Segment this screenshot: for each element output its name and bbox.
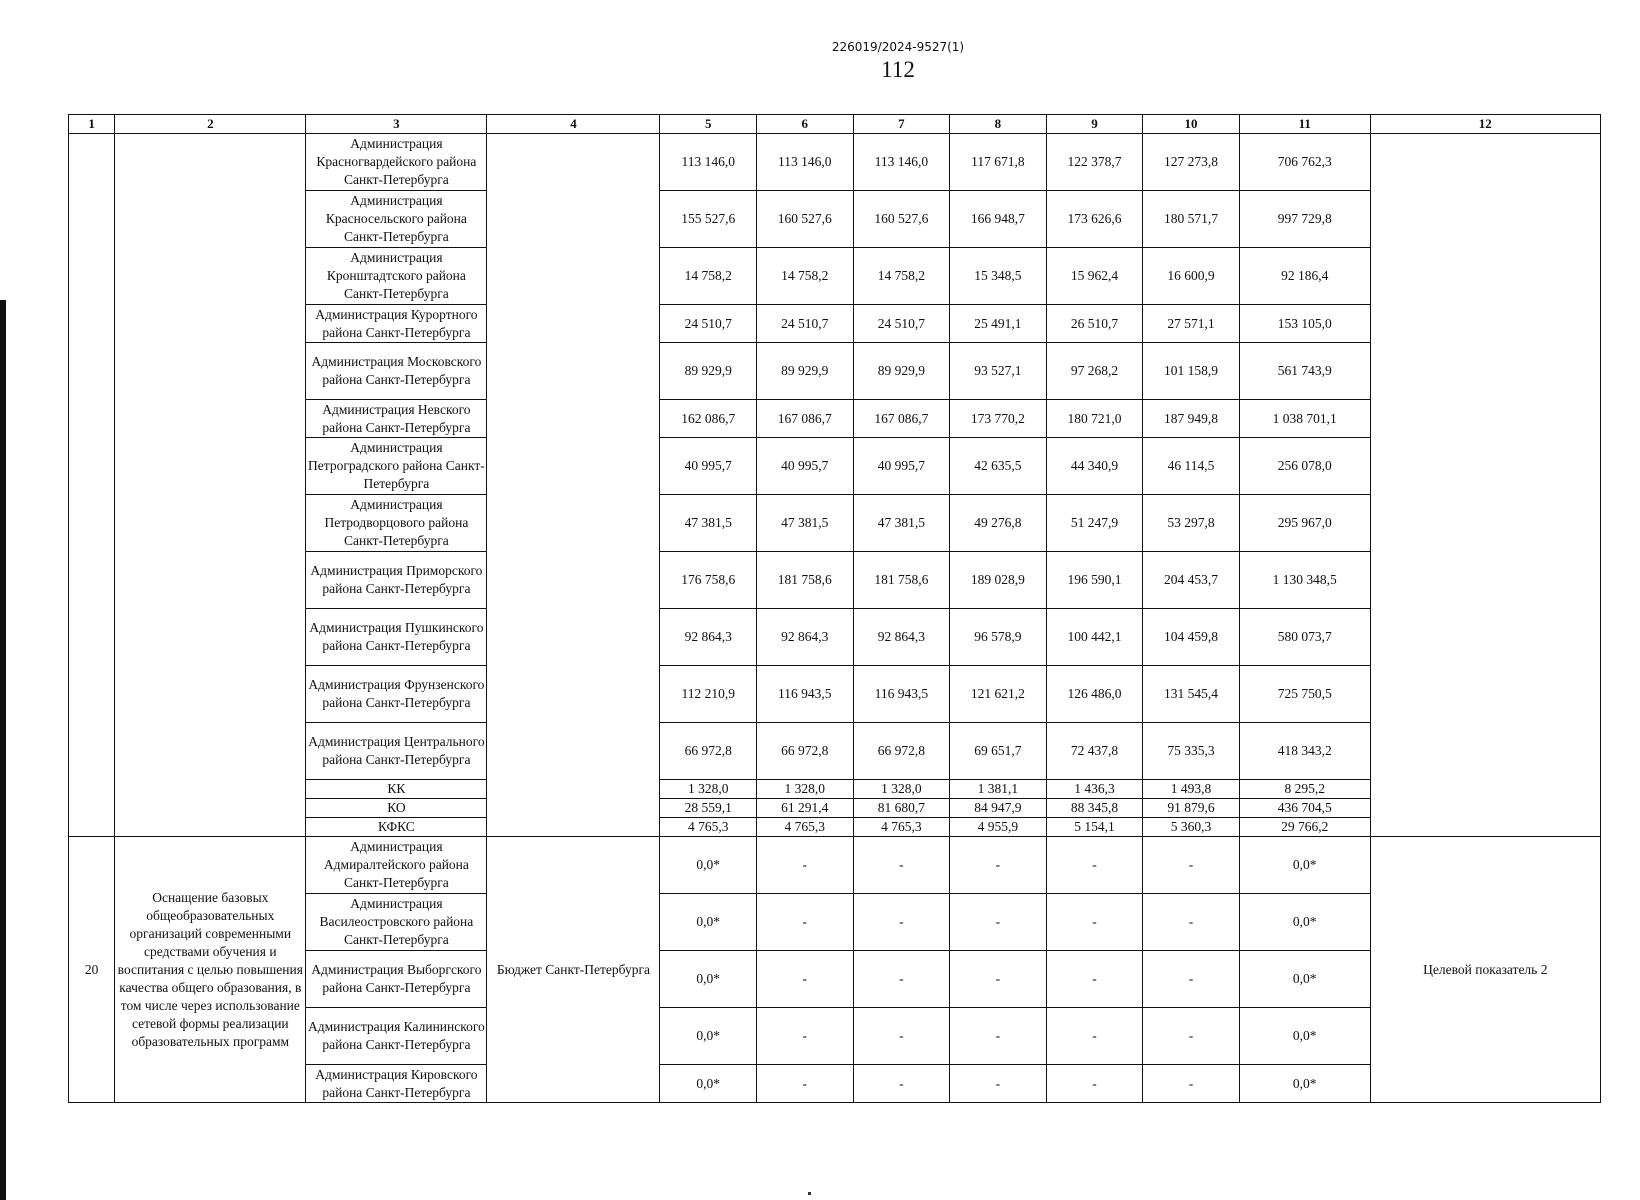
budget-table <box>68 114 1601 1103</box>
org-cell: Администрация Фрунзенского района Санкт-Петербурга <box>306 666 487 723</box>
value-cell: 189 028,9 <box>950 552 1047 609</box>
value-cell: 93 527,1 <box>950 343 1047 400</box>
value-cell: - <box>757 951 854 1008</box>
org-cell: Администрация Петроградского района Санкт-Петербурга <box>306 438 487 495</box>
value-cell: 180 721,0 <box>1046 400 1143 438</box>
source-cell <box>487 134 660 837</box>
value-cell: - <box>757 1008 854 1065</box>
value-cell: - <box>1046 1065 1143 1103</box>
org-cell: КК <box>306 780 487 799</box>
total-cell: 580 073,7 <box>1239 609 1370 666</box>
total-cell: 0,0* <box>1239 951 1370 1008</box>
org-cell: Администрация Адмиралтейского района Санкт-Петербурга <box>306 837 487 894</box>
value-cell: 0,0* <box>660 837 757 894</box>
value-cell: 47 381,5 <box>757 495 854 552</box>
org-cell: Администрация Кронштадтского района Санкт-Петербурга <box>306 248 487 305</box>
value-cell: 100 442,1 <box>1046 609 1143 666</box>
value-cell: - <box>1046 951 1143 1008</box>
value-cell: 126 486,0 <box>1046 666 1143 723</box>
column-header: 4 <box>487 115 660 134</box>
value-cell: 180 571,7 <box>1143 191 1240 248</box>
org-cell: КФКС <box>306 818 487 837</box>
value-cell: 49 276,8 <box>950 495 1047 552</box>
value-cell: 14 758,2 <box>660 248 757 305</box>
item20-body <box>69 837 1601 1103</box>
value-cell: 14 758,2 <box>853 248 950 305</box>
value-cell: 173 626,6 <box>1046 191 1143 248</box>
value-cell: - <box>950 951 1047 1008</box>
value-cell: 40 995,7 <box>853 438 950 495</box>
value-cell: - <box>950 837 1047 894</box>
total-cell: 0,0* <box>1239 894 1370 951</box>
value-cell: - <box>853 1008 950 1065</box>
column-number-row <box>69 115 1601 134</box>
value-cell: 113 146,0 <box>853 134 950 191</box>
value-cell: - <box>1143 837 1240 894</box>
value-cell: 1 328,0 <box>853 780 950 799</box>
column-header: 3 <box>306 115 487 134</box>
column-header: 11 <box>1239 115 1370 134</box>
value-cell: 81 680,7 <box>853 799 950 818</box>
value-cell: 92 864,3 <box>853 609 950 666</box>
value-cell: 160 527,6 <box>853 191 950 248</box>
value-cell: 187 949,8 <box>1143 400 1240 438</box>
table-row <box>69 134 1601 191</box>
value-cell: 40 995,7 <box>757 438 854 495</box>
value-cell: - <box>757 1065 854 1103</box>
value-cell: 1 328,0 <box>660 780 757 799</box>
total-cell: 92 186,4 <box>1239 248 1370 305</box>
value-cell: - <box>1046 837 1143 894</box>
value-cell: 167 086,7 <box>853 400 950 438</box>
description-cell <box>115 134 306 837</box>
indicator-cell <box>1370 134 1600 837</box>
org-cell: Администрация Пушкинского района Санкт-Петербурга <box>306 609 487 666</box>
value-cell: 5 360,3 <box>1143 818 1240 837</box>
value-cell: 155 527,6 <box>660 191 757 248</box>
value-cell: 116 943,5 <box>757 666 854 723</box>
value-cell: 167 086,7 <box>757 400 854 438</box>
value-cell: 181 758,6 <box>757 552 854 609</box>
value-cell: 113 146,0 <box>660 134 757 191</box>
total-cell: 256 078,0 <box>1239 438 1370 495</box>
value-cell: 91 879,6 <box>1143 799 1240 818</box>
value-cell: 5 154,1 <box>1046 818 1143 837</box>
org-cell: Администрация Невского района Санкт-Петербурга <box>306 400 487 438</box>
total-cell: 997 729,8 <box>1239 191 1370 248</box>
total-cell: 1 038 701,1 <box>1239 400 1370 438</box>
column-header: 10 <box>1143 115 1240 134</box>
value-cell: 112 210,9 <box>660 666 757 723</box>
value-cell: - <box>950 1065 1047 1103</box>
value-cell: 101 158,9 <box>1143 343 1240 400</box>
total-cell: 29 766,2 <box>1239 818 1370 837</box>
value-cell: 15 348,5 <box>950 248 1047 305</box>
value-cell: 61 291,4 <box>757 799 854 818</box>
value-cell: - <box>1046 1008 1143 1065</box>
value-cell: 92 864,3 <box>757 609 854 666</box>
value-cell: 75 335,3 <box>1143 723 1240 780</box>
total-cell: 1 130 348,5 <box>1239 552 1370 609</box>
value-cell: - <box>1046 894 1143 951</box>
total-cell: 8 295,2 <box>1239 780 1370 799</box>
value-cell: - <box>1143 1008 1240 1065</box>
value-cell: - <box>1143 951 1240 1008</box>
value-cell: 47 381,5 <box>853 495 950 552</box>
value-cell: 40 995,7 <box>660 438 757 495</box>
value-cell: - <box>853 837 950 894</box>
value-cell: 127 273,8 <box>1143 134 1240 191</box>
value-cell: 24 510,7 <box>660 305 757 343</box>
value-cell: 92 864,3 <box>660 609 757 666</box>
value-cell: 51 247,9 <box>1046 495 1143 552</box>
item-number-cell <box>69 134 115 837</box>
value-cell: 42 635,5 <box>950 438 1047 495</box>
org-cell: Администрация Приморского района Санкт-Петербурга <box>306 552 487 609</box>
total-cell: 0,0* <box>1239 837 1370 894</box>
value-cell: 69 651,7 <box>950 723 1047 780</box>
value-cell: 44 340,9 <box>1046 438 1143 495</box>
value-cell: 0,0* <box>660 1008 757 1065</box>
value-cell: 160 527,6 <box>757 191 854 248</box>
value-cell: - <box>853 1065 950 1103</box>
indicator-cell: Целевой показатель 2 <box>1370 837 1600 1103</box>
value-cell: - <box>1143 1065 1240 1103</box>
org-cell: КО <box>306 799 487 818</box>
value-cell: 14 758,2 <box>757 248 854 305</box>
value-cell: 173 770,2 <box>950 400 1047 438</box>
value-cell: 47 381,5 <box>660 495 757 552</box>
total-cell: 0,0* <box>1239 1008 1370 1065</box>
org-cell: Администрация Красногвардейского района Санкт-Петербурга <box>306 134 487 191</box>
value-cell: 72 437,8 <box>1046 723 1143 780</box>
scan-edge-mark <box>0 300 6 1200</box>
value-cell: 46 114,5 <box>1143 438 1240 495</box>
column-header: 2 <box>115 115 306 134</box>
total-cell: 0,0* <box>1239 1065 1370 1103</box>
value-cell: 4 765,3 <box>660 818 757 837</box>
value-cell: 88 345,8 <box>1046 799 1143 818</box>
value-cell: 121 621,2 <box>950 666 1047 723</box>
value-cell: 66 972,8 <box>853 723 950 780</box>
org-cell: Администрация Выборгского района Санкт-Петербурга <box>306 951 487 1008</box>
page-number: 112 <box>881 57 915 82</box>
value-cell: 66 972,8 <box>757 723 854 780</box>
value-cell: 1 493,8 <box>1143 780 1240 799</box>
org-cell: Администрация Красносельского района Санкт-Петербурга <box>306 191 487 248</box>
value-cell: 104 459,8 <box>1143 609 1240 666</box>
value-cell: 0,0* <box>660 894 757 951</box>
value-cell: 24 510,7 <box>757 305 854 343</box>
value-cell: 0,0* <box>660 1065 757 1103</box>
value-cell: 204 453,7 <box>1143 552 1240 609</box>
value-cell: 4 955,9 <box>950 818 1047 837</box>
value-cell: 25 491,1 <box>950 305 1047 343</box>
org-cell: Администрация Московского района Санкт-Петербурга <box>306 343 487 400</box>
value-cell: - <box>1143 894 1240 951</box>
value-cell: 28 559,1 <box>660 799 757 818</box>
column-header: 6 <box>757 115 854 134</box>
value-cell: 1 381,1 <box>950 780 1047 799</box>
column-header: 9 <box>1046 115 1143 134</box>
value-cell: 1 328,0 <box>757 780 854 799</box>
value-cell: 89 929,9 <box>853 343 950 400</box>
column-header: 5 <box>660 115 757 134</box>
value-cell: 89 929,9 <box>757 343 854 400</box>
value-cell: 16 600,9 <box>1143 248 1240 305</box>
value-cell: 24 510,7 <box>853 305 950 343</box>
group1-body <box>69 134 1601 837</box>
org-cell: Администрация Кировского района Санкт-Петербурга <box>306 1065 487 1103</box>
org-cell: Администрация Василеостровского района Санкт-Петербурга <box>306 894 487 951</box>
org-cell: Администрация Центрального района Санкт-Петербурга <box>306 723 487 780</box>
value-cell: 166 948,7 <box>950 191 1047 248</box>
value-cell: 122 378,7 <box>1046 134 1143 191</box>
value-cell: 53 297,8 <box>1143 495 1240 552</box>
value-cell: 15 962,4 <box>1046 248 1143 305</box>
value-cell: 162 086,7 <box>660 400 757 438</box>
value-cell: - <box>950 1008 1047 1065</box>
total-cell: 418 343,2 <box>1239 723 1370 780</box>
value-cell: 66 972,8 <box>660 723 757 780</box>
value-cell: 84 947,9 <box>950 799 1047 818</box>
total-cell: 436 704,5 <box>1239 799 1370 818</box>
org-cell: Администрация Петродворцового района Санкт-Петербурга <box>306 495 487 552</box>
total-cell: 725 750,5 <box>1239 666 1370 723</box>
scan-speck <box>808 1192 811 1195</box>
value-cell: 97 268,2 <box>1046 343 1143 400</box>
value-cell: - <box>853 951 950 1008</box>
value-cell: 0,0* <box>660 951 757 1008</box>
value-cell: 117 671,8 <box>950 134 1047 191</box>
source-cell: Бюджет Санкт-Петербурга <box>487 837 660 1103</box>
value-cell: 176 758,6 <box>660 552 757 609</box>
value-cell: - <box>757 837 854 894</box>
description-cell: Оснащение базовых общеобразовательных организаций современными средствами обучения и воспитания с целью повышения качества общего образования, в том числе через использование сетевой формы реализации образовательных программ <box>115 837 306 1103</box>
value-cell: 4 765,3 <box>853 818 950 837</box>
column-header: 12 <box>1370 115 1600 134</box>
item-number-cell: 20 <box>69 837 115 1103</box>
value-cell: 131 545,4 <box>1143 666 1240 723</box>
value-cell: 181 758,6 <box>853 552 950 609</box>
column-header: 1 <box>69 115 115 134</box>
table-row <box>69 837 1601 894</box>
value-cell: 27 571,1 <box>1143 305 1240 343</box>
org-cell: Администрация Калининского района Санкт-Петербурга <box>306 1008 487 1065</box>
value-cell: 89 929,9 <box>660 343 757 400</box>
value-cell: 26 510,7 <box>1046 305 1143 343</box>
value-cell: - <box>853 894 950 951</box>
total-cell: 153 105,0 <box>1239 305 1370 343</box>
value-cell: 96 578,9 <box>950 609 1047 666</box>
value-cell: - <box>757 894 854 951</box>
column-header: 8 <box>950 115 1047 134</box>
org-cell: Администрация Курортного района Санкт-Петербурга <box>306 305 487 343</box>
value-cell: - <box>950 894 1047 951</box>
total-cell: 295 967,0 <box>1239 495 1370 552</box>
value-cell: 196 590,1 <box>1046 552 1143 609</box>
value-cell: 116 943,5 <box>853 666 950 723</box>
column-header: 7 <box>853 115 950 134</box>
value-cell: 4 765,3 <box>757 818 854 837</box>
total-cell: 706 762,3 <box>1239 134 1370 191</box>
document-id: 226019/2024-9527(1) <box>831 40 965 54</box>
value-cell: 1 436,3 <box>1046 780 1143 799</box>
total-cell: 561 743,9 <box>1239 343 1370 400</box>
value-cell: 113 146,0 <box>757 134 854 191</box>
